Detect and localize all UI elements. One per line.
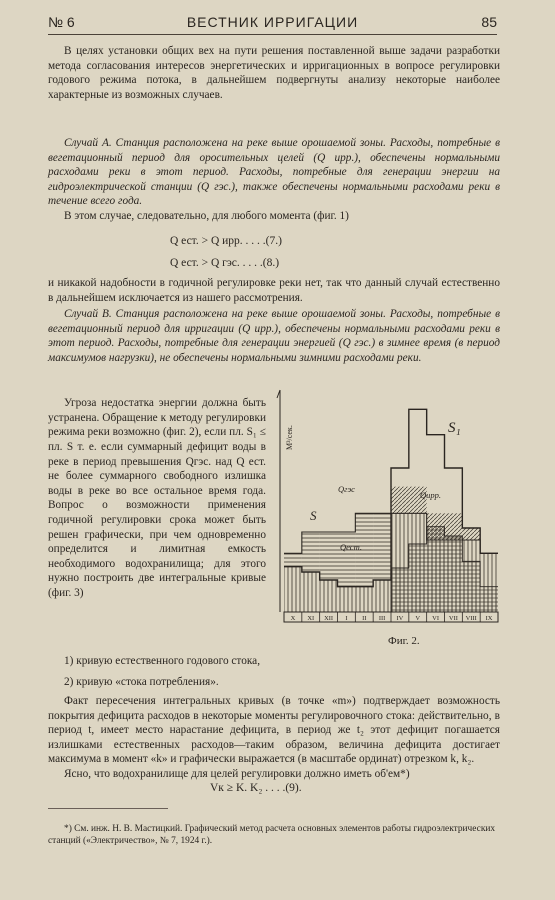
surplus-bar xyxy=(462,528,480,540)
column-text: Угроза недостатка энергии должна быть устранена. Обращение к методу регулировки режима реки возможно (фиг. 2), если пл. S₁ ≤ пл. S т. е. если суммарный дефицит воды в реке в период превышения Qгэс. над Q ест. не более суммарного свободного излишка воды в реке во все остальное время года. Вопрос о возможности применения годичной регулировки срока может быть решен графически, при чем одновременно определится и лимитная емкость необходимого водохранилища; для этого нужно построить две интегральные кривые (фиг. 3) xyxy=(48,397,266,600)
running-header xyxy=(48,12,497,35)
formula-7: Q ест. > Q ирр. . . . .(7.) xyxy=(170,235,282,247)
month-tick-label: XII xyxy=(324,615,334,622)
label-q-est: Qест. xyxy=(340,542,362,552)
base-flow-bar xyxy=(355,587,373,612)
case-a-statement: Случай А. Станция расположена на реке выше орошаемой зоны. Расходы, потребные в вегетационный период для оросительных целей (Q ирр.), обеспечены нормальными расходами реки в этот период. Расходы, потребные для генерации энергии на гидроэлектрической станции (Q гэс.), также обеспечены нормальными расходами реки в течение всего года. xyxy=(48,137,500,208)
month-tick-label: IX xyxy=(485,615,493,622)
month-tick-label: II xyxy=(362,615,367,622)
label-q-irr: Qирр. xyxy=(420,490,442,500)
month-tick-label: I xyxy=(345,615,348,622)
figure-2 xyxy=(270,380,502,650)
deficit-bar xyxy=(338,532,356,587)
month-tick-label: XI xyxy=(307,615,315,622)
base-flow-bar xyxy=(302,572,320,612)
irrigation-bar xyxy=(391,568,409,612)
deficit-bar xyxy=(302,532,320,572)
footnote: *) См. инж. Н. В. Мастицкий. Графический метод расчета основных элементов работы гидроэлектрических станций («Электричество», № 7, 1924 г.). xyxy=(48,824,496,847)
deficit-bar xyxy=(320,532,338,580)
base-flow-bar xyxy=(320,580,338,612)
base-flow-bar xyxy=(284,567,302,612)
case-a-conclusion: и никакой надобности в годичной регулировке реки нет, так что данный случай естественно в дальнейшем исключается из нашего рассмотрения. xyxy=(48,277,500,304)
case-a-paragraph xyxy=(48,136,500,224)
month-axis xyxy=(284,612,498,622)
case-b-statement: Случай В. Станция расположена на реке выше орошаемой зоны. Расходы, потребные в вегетационный период для ирригации (Q ирр.), обеспечены нормальными расходами реки в этот период. Расходы, потребные для генерации энергией (Q гэс.) в зимнее время (в период максимумов нагрузки), не обеспечены нормальными зимними расходами реки. xyxy=(48,308,500,364)
curve-list xyxy=(48,654,500,689)
case-b-paragraph xyxy=(48,307,500,365)
issue-number: № 6 xyxy=(48,14,75,30)
month-tick-label: V xyxy=(415,615,421,622)
month-tick-label: X xyxy=(290,615,296,622)
irrigation-bar xyxy=(409,544,427,612)
surplus-bar xyxy=(391,487,409,514)
irrigation-bar xyxy=(445,536,463,612)
month-tick-label: III xyxy=(378,615,386,622)
case-a-lead: В этом случае, следовательно, для любого момента (фиг. 1) xyxy=(64,209,349,222)
page-number: 85 xyxy=(481,14,497,30)
y-axis-label: M³/сек. xyxy=(285,425,294,450)
label-q-ges: Qгэс xyxy=(338,484,355,494)
conclusion-paragraph: Факт пересечения интегральных кривых (в точке «m») подтверждает возможность покрытия дефицита расходов в некоторые моменты регулировочного стока: действительно, в период t, имеет место нарастание дефицита, в период же t₂ этот дефицит погашается излишками естественных расходов—таким образом, величина дефицита достигает максимума в момент «k» и графически выражается (в масштабе ординат) отрезком k, k₂. Ясно, что водохранилище для целей регулировки должно иметь об'ем*) xyxy=(48,695,500,780)
deficit-bar xyxy=(284,553,302,566)
irrigation-bar xyxy=(480,587,498,612)
formula-8: Q ест. > Q гэс. . . . .(8.) xyxy=(170,257,280,269)
label-s1: S₁ xyxy=(448,420,461,436)
month-tick-label: IV xyxy=(396,615,404,622)
intro-paragraph: В целях установки общих вех на пути решения поставленной выше задачи разработки метода согласования интересов энергетических и ирригационных в вопросе регулировки годового режима потока, в дальнейшем подвергнуты анализу некоторые наиболее характерные из возможных случаев. xyxy=(48,45,500,101)
list-item-2: 2) кривую «стока потребления». xyxy=(64,675,219,688)
month-tick-label: VII xyxy=(448,615,458,622)
list-item-1: 1) кривую естественного годового стока, xyxy=(64,655,261,667)
month-tick-label: VI xyxy=(432,615,440,622)
irrigation-bar xyxy=(462,561,480,612)
base-flow-bar xyxy=(373,580,391,612)
deficit-bar xyxy=(373,513,391,580)
figure-caption: Фиг. 2. xyxy=(388,635,420,647)
base-flow-bar xyxy=(338,587,356,612)
journal-title: ВЕСТНИК ИРРИГАЦИИ xyxy=(186,14,359,30)
month-tick-label: VIII xyxy=(465,615,477,622)
footnote-rule xyxy=(48,808,168,809)
formula-9: Vк ≥ K. K₂ . . . .(9). xyxy=(210,782,302,794)
label-s: S xyxy=(310,508,317,523)
